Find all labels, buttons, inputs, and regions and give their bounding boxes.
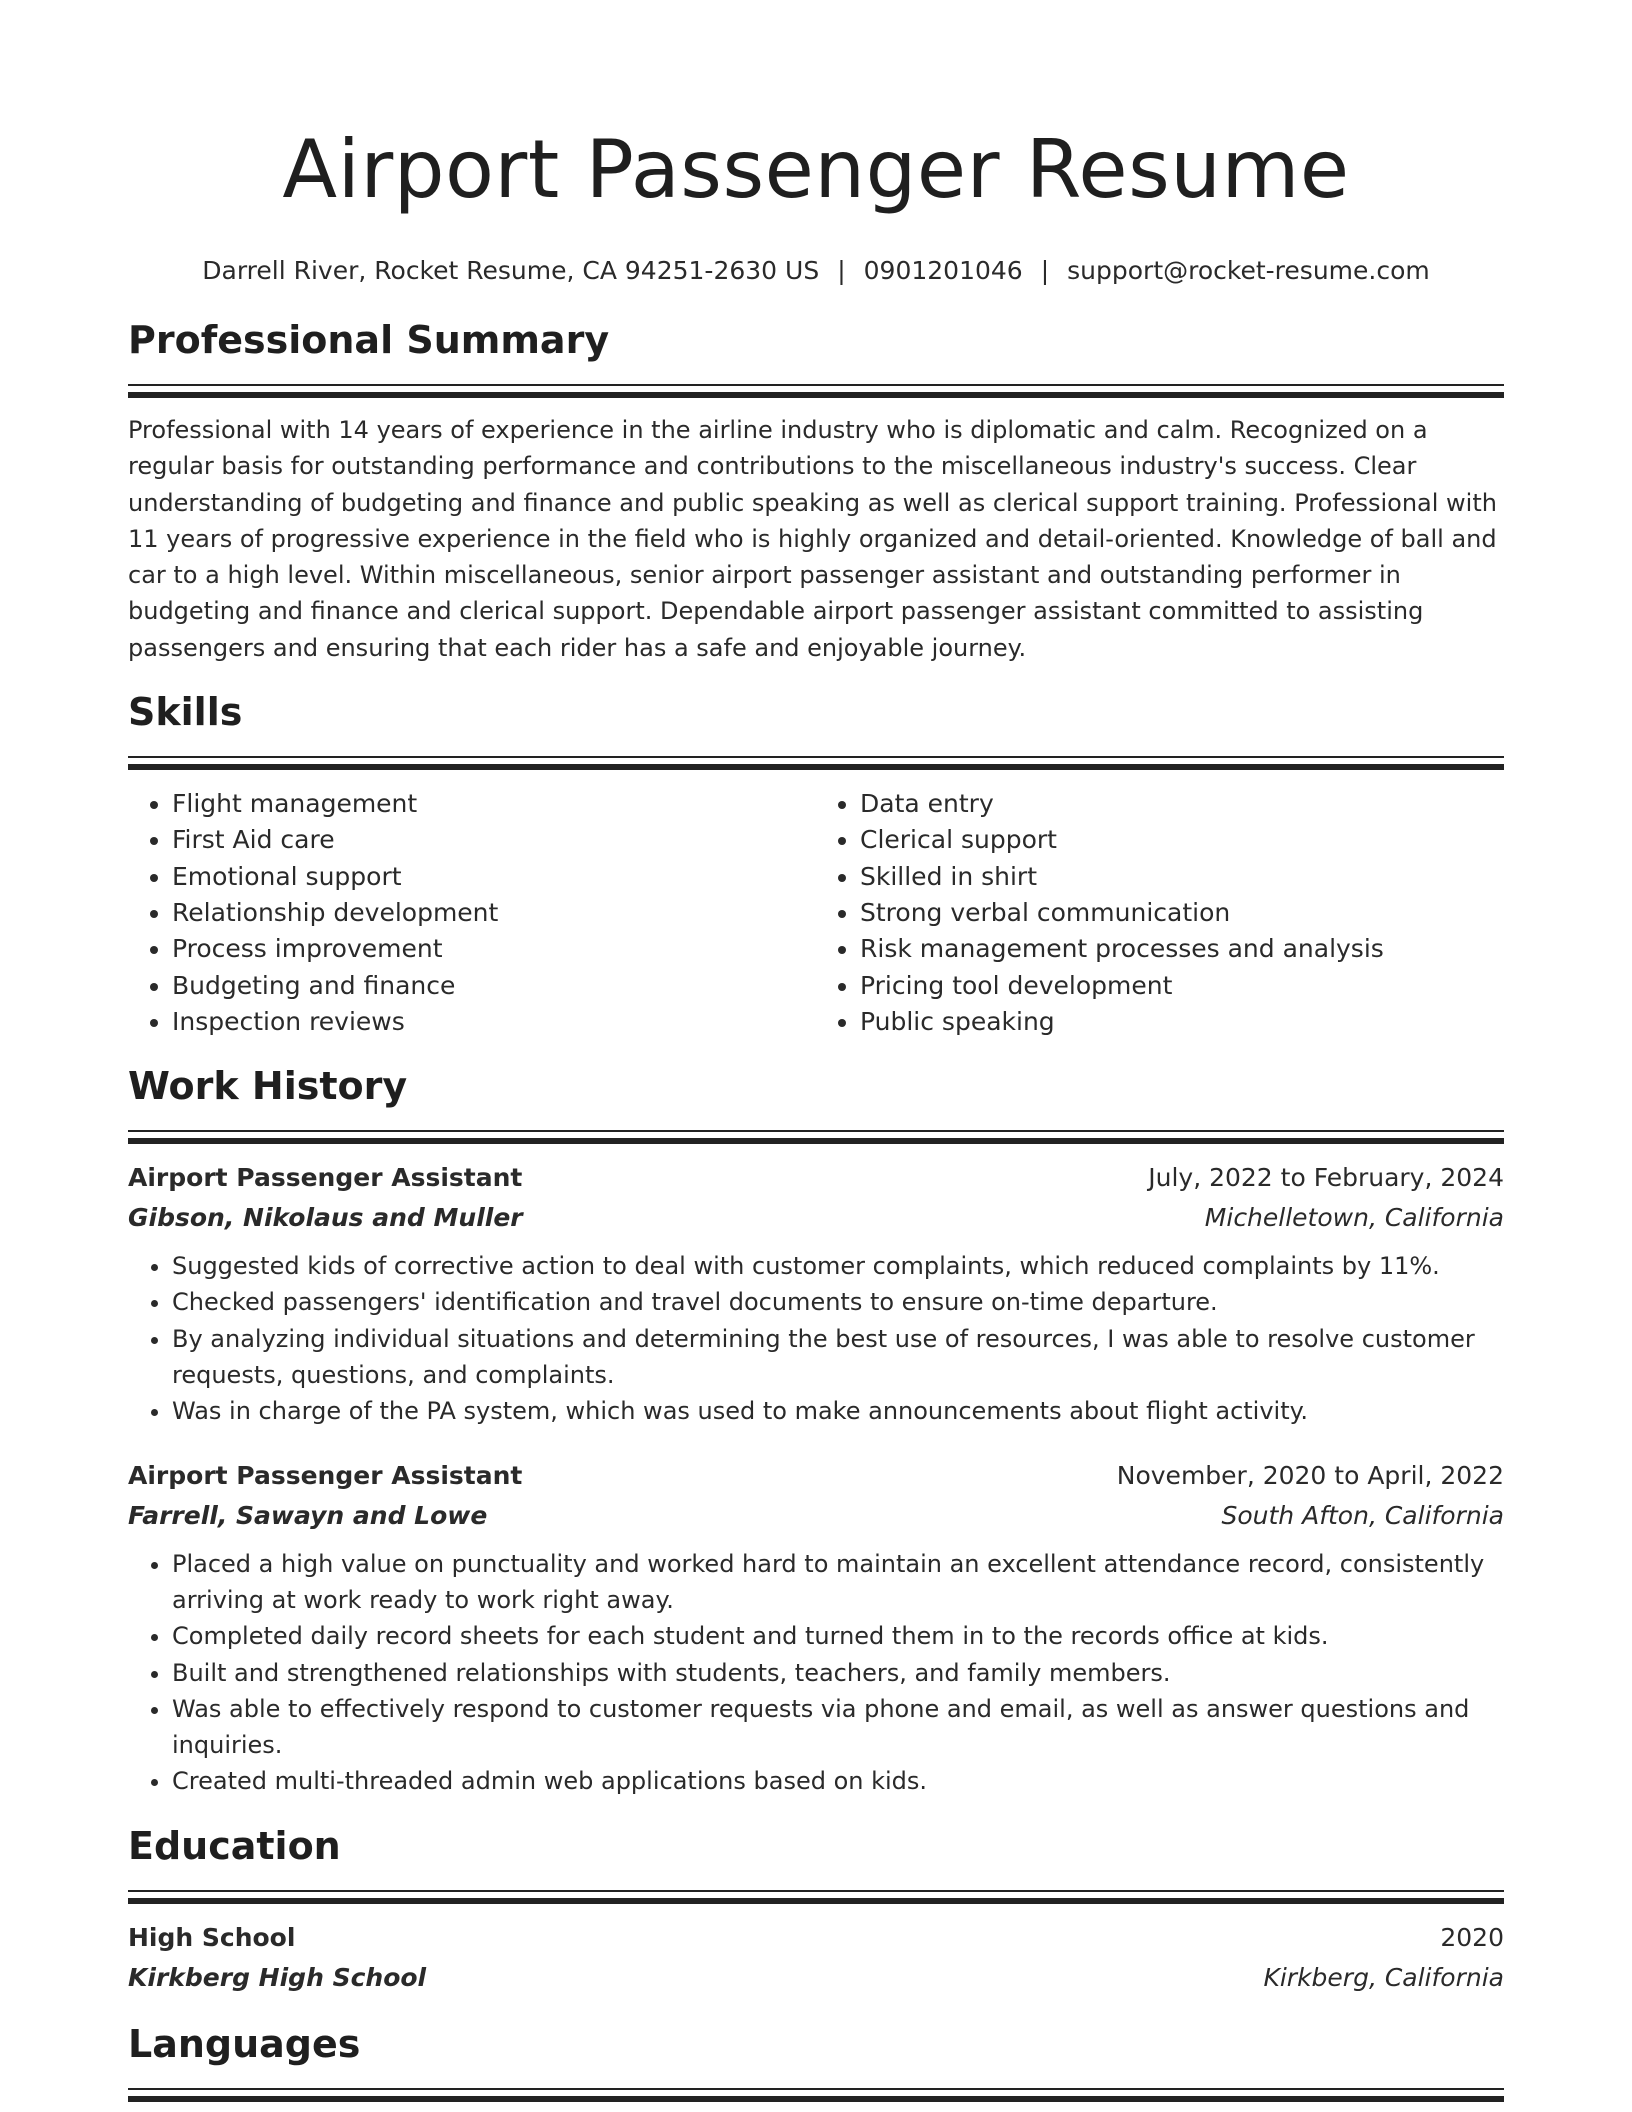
skill-item: • Pricing tool development: [860, 968, 1504, 1004]
section-title-skills: Skills: [128, 690, 243, 735]
resume-title: Airport Passenger Resume: [282, 123, 1350, 216]
skill-item: • Skilled in shirt: [860, 859, 1504, 895]
education-section-header: [128, 1822, 1504, 1904]
skill-item: • Risk management processes and analysis: [860, 931, 1504, 967]
job-dates: November, 2020 to April, 2022: [1116, 1460, 1504, 1490]
section-divider: [128, 2088, 1504, 2102]
skill-item: • Data entry: [860, 786, 1504, 822]
skill-item: • Clerical support: [860, 822, 1504, 858]
contact-phone: 0901201046: [863, 256, 1023, 285]
job-bullet: • Created multi-threaded admin web applications based on kids.: [172, 1763, 1504, 1799]
section-title-summary: Professional Summary: [128, 318, 610, 362]
education-degree: High School: [128, 1922, 296, 1952]
job-company: Gibson, Nikolaus and Muller: [128, 1203, 523, 1233]
job-dates: July, 2022 to February, 2024: [1148, 1163, 1504, 1193]
contact-address: Darrell River, Rocket Resume, CA 94251-2630 US: [202, 256, 820, 285]
skills-list: [128, 786, 1504, 1040]
skill-item: • Flight management: [172, 786, 816, 822]
job-location: Michelletown, California: [1204, 1203, 1504, 1233]
summary-section-header: [128, 316, 1504, 398]
languages-section-header: [128, 2020, 1504, 2102]
education-year: 2020: [1440, 1922, 1504, 1952]
section-title-education: Education: [128, 1823, 341, 1868]
skills-column-left: [128, 786, 816, 1040]
section-divider: [128, 756, 1504, 770]
contact-separator: |: [1040, 256, 1050, 285]
job-entry: [128, 1456, 1504, 1800]
job-bullet: • By analyzing individual situations and determining the best use of resources, I was able to resolve customer requests, questions, and complaints.: [172, 1321, 1504, 1394]
skill-item: • Relationship development: [172, 895, 816, 931]
skill-item: • Emotional support: [172, 859, 816, 895]
job-bullet: • Was able to effectively respond to customer requests via phone and email, as well as answer questions and inquiries.: [172, 1691, 1504, 1764]
education-location: Kirkberg, California: [1263, 1962, 1504, 1992]
skill-item: • Strong verbal communication: [860, 895, 1504, 931]
contact-separator: |: [837, 256, 846, 285]
work-section-header: [128, 1062, 1504, 1144]
section-divider: [128, 384, 1504, 398]
contact-line: [128, 254, 1504, 288]
job-company: Farrell, Sawayn and Lowe: [128, 1500, 488, 1530]
skill-item: • Budgeting and finance: [172, 968, 816, 1004]
contact-email: support@rocket-resume.com: [1067, 256, 1430, 285]
skills-section-header: [128, 688, 1504, 770]
skill-item: • Public speaking: [860, 1004, 1504, 1040]
section-title-languages: Languages: [128, 2021, 361, 2066]
education-school: Kirkberg High School: [128, 1962, 427, 1992]
job-bullets: [128, 1248, 1504, 1429]
skill-item: • Inspection reviews: [172, 1004, 816, 1040]
job-bullet: • Placed a high value on punctuality and worked hard to maintain an excellent attendance record, consistently arriving at work ready to work right away.: [172, 1546, 1504, 1619]
job-location: South Afton, California: [1221, 1500, 1504, 1530]
job-entry: [128, 1158, 1504, 1429]
skills-column-right: [816, 786, 1504, 1040]
job-bullet: • Completed daily record sheets for each student and turned them in to the records office at kids.: [172, 1618, 1504, 1654]
education-entry: [128, 1918, 1504, 1998]
job-bullet: • Suggested kids of corrective action to deal with customer complaints, which reduced complaints by 11%.: [172, 1248, 1504, 1284]
summary-text: Professional with 14 years of experience in the airline industry who is diplomatic and calm. Recognized on a regular basis for outstanding performance and contributions to the miscellaneous industry's success. Clear understanding of budgeting and finance and public speaking as well as clerical support training. Professional with 11 years of progressive experience in the field who is highly organized and detail-oriented. Knowledge of ball and car to a high level. Within miscellaneous, senior airport passenger assistant and outstanding performer in budgeting and finance and clerical support. Dependable airport passenger assistant committed to assisting passengers and ensuring that each rider has a safe and enjoyable journey.: [128, 416, 1497, 662]
skill-item: • Process improvement: [172, 931, 816, 967]
section-divider: [128, 1130, 1504, 1144]
job-bullets: [128, 1546, 1504, 1800]
job-title: Airport Passenger Assistant: [128, 1460, 523, 1490]
skill-item: • First Aid care: [172, 822, 816, 858]
section-divider: [128, 1890, 1504, 1904]
job-title: Airport Passenger Assistant: [128, 1163, 523, 1193]
job-bullet: • Built and strengthened relationships with students, teachers, and family members.: [172, 1655, 1504, 1691]
section-title-work: Work History: [128, 1064, 408, 1109]
job-bullet: • Checked passengers' identification and travel documents to ensure on-time departure.: [172, 1284, 1504, 1320]
job-bullet: • Was in charge of the PA system, which was used to make announcements about flight activity.: [172, 1393, 1504, 1429]
